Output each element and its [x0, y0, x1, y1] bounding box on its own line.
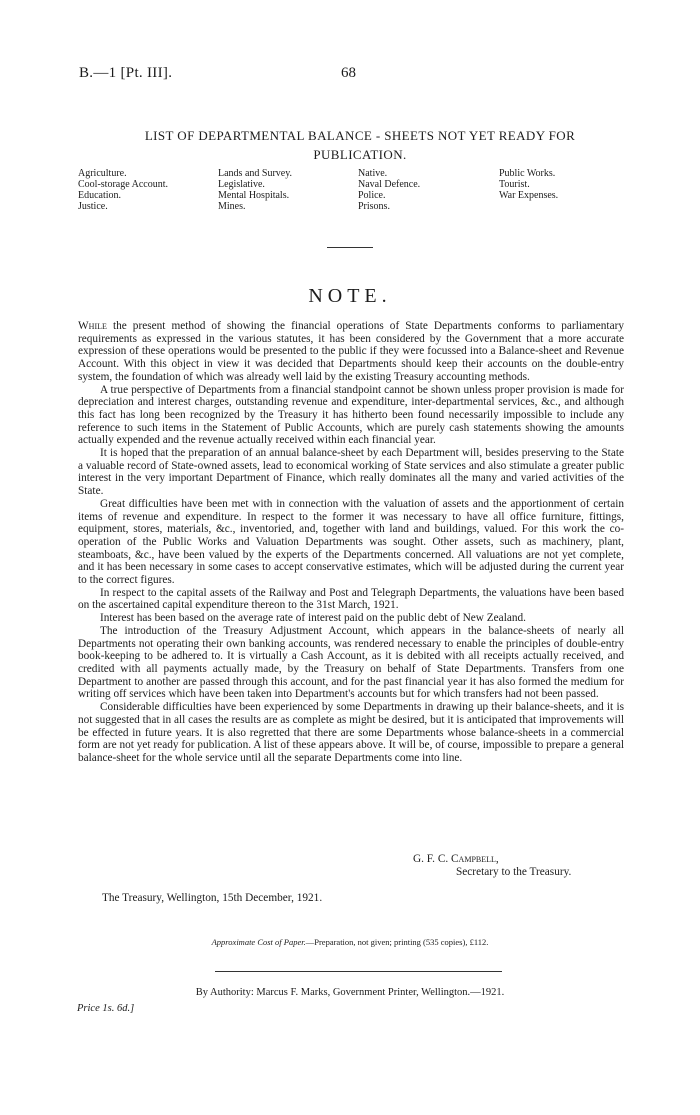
department-column-4 [499, 168, 558, 201]
note-paragraph: A true perspective of Departments from a financial standpoint cannot be shown unless proper provision is made for depreciation and interest charges, outstanding revenue and expenditure, inter-departmental services, &c., and although this fact has long been recognized by the Treasury it has hitherto been found necessarily impossible to include any reference to such items in the Statement of Public Accounts, which are purely cash statements showing the amounts actually expended and the revenue actually received within each financial year. [78, 383, 624, 447]
list-title-line-2: PUBLICATION. [313, 147, 407, 162]
department-item: Lands and Survey. [218, 168, 293, 179]
signatory-name: G. F. C. Campbell, [413, 853, 499, 865]
note-paragraph: Great difficulties have been met with in connection with the valuation of assets and the apportionment of certain items of revenue and expenditure. In respect to the former it was necessary to have all office furniture, fittings, equipment, stores, materials, &c., inventoried, and, together with land and buildings, valued. For this work the co-operation of the Public Works and Valuation Departments was sought. Other assets, such as machinery, plant, steamboats, &c., have been valued by the experts of the Departments concerned. All valuations are not yet complete, and it has been necessary in some cases to accept conservative estimates, which will be adjusted during the current year to the correct figures. [78, 497, 624, 587]
department-item: Mines. [218, 201, 246, 212]
department-item: Justice. [78, 201, 108, 212]
department-item: Legislative. [218, 179, 265, 190]
note-paragraph: Interest has been based on the average rate of interest paid on the public debt of New Zealand. [100, 612, 526, 625]
department-item: Tourist. [499, 179, 530, 190]
list-title-line-1: LIST OF DEPARTMENTAL BALANCE - SHEETS NOT YET READY FOR [144, 128, 576, 143]
note-paragraph [78, 320, 624, 384]
note-paragraph: The introduction of the Treasury Adjustment Account, which appears in the balance-sheets of nearly all Departments not operating their own banking accounts, was rendered necessary to enable the principles of double-entry book-keeping to be adhered to. It is virtually a Cash Account, as it is debited with all receipts actually received, and credited with all payments actually made, by the Treasury on behalf of State Departments. Transfers from one Department to another are passed through this account, and for the past financial year it has also formed the medium for writing off services which have been taken into Department's accounts but for which transfers had not been passed. [78, 624, 624, 701]
department-item: Prisons. [358, 201, 390, 212]
department-column-3 [358, 168, 420, 212]
department-item: Naval Defence. [358, 179, 421, 190]
printer-imprint: By Authority: Marcus F. Marks, Government Printer, Wellington.—1921. [195, 987, 505, 998]
lead-word: While [78, 320, 107, 332]
department-column-1 [78, 168, 168, 212]
department-item: Mental Hospitals. [218, 190, 290, 201]
footer-divider [215, 971, 502, 972]
list-title [80, 126, 640, 164]
department-item: War Expenses. [499, 190, 559, 201]
note-paragraph: Considerable difficulties have been experienced by some Departments in drawing up their balance-sheets, and it is not suggested that in all cases the results are as complete as might be desired, but it is anticipated that improvements will be effected in future years. It is also regretted that there are some Departments whose balance-sheets in a commercial form are not yet ready for publication. A list of these appears above. It will be, of course, impossible to prepare a general balance-sheet for the whole service until all the separate Departments come into line. [78, 701, 624, 764]
document-reference: B.—1 [Pt. III]. [79, 65, 173, 81]
note-paragraph: In respect to the capital assets of the Railway and Post and Telegraph Departments, the valuations have been based on the ascertained capital expenditure thereon to the 31st March, 1921. [78, 586, 624, 612]
department-column-2 [218, 168, 292, 212]
department-item: Native. [358, 168, 388, 179]
department-item: Agriculture. [78, 168, 127, 179]
cost-label: Approximate Cost of Paper. [211, 937, 306, 947]
cost-of-paper-note [0, 937, 700, 947]
section-divider [327, 247, 373, 248]
price-label: Price 1s. 6d.] [77, 1003, 135, 1014]
note-heading: NOTE. [308, 285, 392, 307]
dateline: The Treasury, Wellington, 15th December, 1921. [102, 892, 323, 904]
paragraph-text: the present method of showing the financial operations of State Departments conforms to parliamentary requirements as expressed in the various statutes, it has been considered by the Government that a more accurate expression of these operations would be presented to the public if they were focussed into a Balance-sheet and Revenue Account. With this object in view it was decided that Departments should keep their accounts on the double-entry system, the foundation of which was already well laid by the existing Treasury accounting methods. [78, 320, 624, 383]
department-item: Education. [78, 190, 122, 201]
cost-text: —Preparation, not given; printing (535 copies), £112. [305, 937, 489, 947]
page-number: 68 [341, 65, 356, 81]
note-body [78, 320, 624, 765]
department-item: Public Works. [499, 168, 556, 179]
department-item: Police. [358, 190, 386, 201]
signatory-title: Secretary to the Treasury. [456, 866, 572, 878]
note-paragraph: It is hoped that the preparation of an annual balance-sheet by each Department will, besides preserving to the State a valuable record of State-owned assets, lead to economical working of State services and also stimulate a greater public interest in the very important Department of Finance, which really dominates all the many and varied activities of the State. [78, 447, 624, 498]
department-item: Cool-storage Account. [78, 179, 168, 190]
